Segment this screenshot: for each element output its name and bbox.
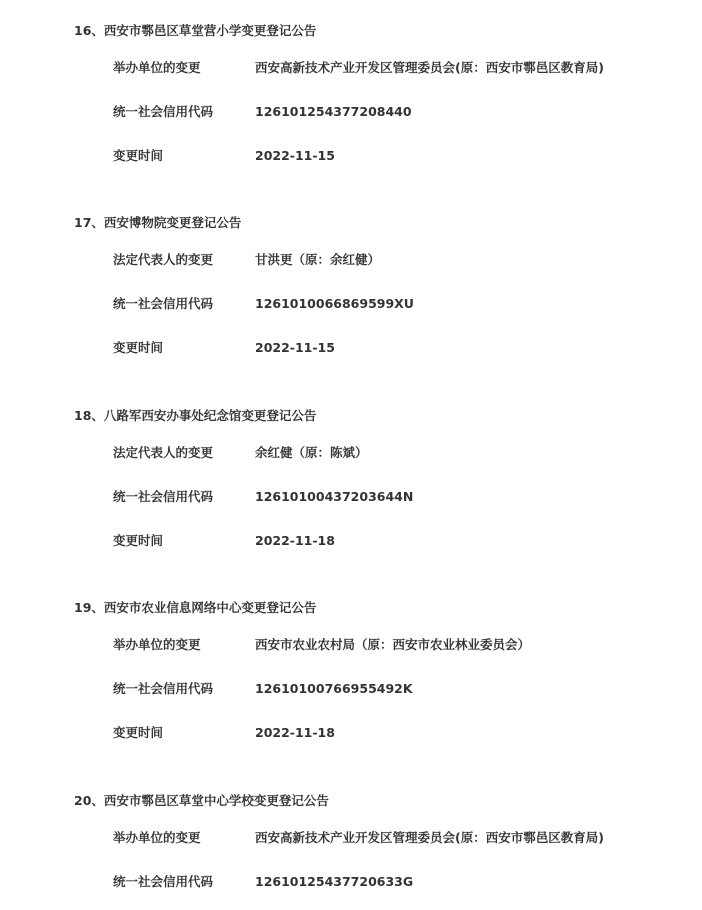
field-value: 2022-11-15: [255, 148, 335, 163]
field-label: 法定代表人的变更: [113, 445, 214, 460]
field-label: 举办单位的变更: [113, 830, 201, 845]
field-value: 2022-11-15: [255, 340, 335, 355]
notice-title: 20、西安市鄠邑区草堂中心学校变更登记公告: [74, 793, 329, 808]
field-label: 变更时间: [113, 533, 164, 548]
field-value: 西安高新技术产业开发区管理委员会(原：西安市鄠邑区教育局): [255, 830, 604, 845]
field-row-credit-code: [0, 681, 702, 697]
field-row-legal-rep-change: [0, 445, 702, 461]
field-label: 统一社会信用代码: [113, 489, 214, 504]
field-value: 2022-11-18: [255, 533, 335, 548]
field-value: 西安市农业农村局（原：西安市农业林业委员会）: [255, 637, 531, 652]
field-value: 2022-11-18: [255, 725, 335, 740]
field-row-change-date: [0, 148, 702, 164]
field-label: 变更时间: [113, 725, 164, 740]
field-row-credit-code: [0, 104, 702, 120]
field-value: 余红健（原：陈斌）: [255, 445, 368, 460]
field-row-change-date: [0, 725, 702, 741]
field-row-sponsor-change: [0, 830, 702, 846]
field-row-sponsor-change: [0, 637, 702, 653]
field-value: 126101254377208440: [255, 104, 412, 119]
field-value: 西安高新技术产业开发区管理委员会(原：西安市鄠邑区教育局): [255, 60, 604, 75]
notice-title: 16、西安市鄠邑区草堂营小学变更登记公告: [74, 23, 317, 38]
field-label: 变更时间: [113, 340, 164, 355]
field-label: 统一社会信用代码: [113, 874, 214, 889]
field-value: 1261010066869599XU: [255, 296, 414, 311]
field-row-credit-code: [0, 296, 702, 312]
field-value: 甘洪更（原：余红健）: [255, 252, 381, 267]
field-value: 12610100437203644N: [255, 489, 414, 504]
field-label: 变更时间: [113, 148, 164, 163]
notice-title: 17、西安博物院变更登记公告: [74, 215, 242, 230]
field-value: 12610125437720633G: [255, 874, 414, 889]
field-label: 法定代表人的变更: [113, 252, 214, 267]
field-value: 12610100766955492K: [255, 681, 413, 696]
field-label: 统一社会信用代码: [113, 296, 214, 311]
field-row-credit-code: [0, 874, 702, 890]
field-row-change-date: [0, 340, 702, 356]
notice-title: 18、八路军西安办事处纪念馆变更登记公告: [74, 408, 317, 423]
field-label: 统一社会信用代码: [113, 104, 214, 119]
field-label: 统一社会信用代码: [113, 681, 214, 696]
field-label: 举办单位的变更: [113, 60, 201, 75]
field-row-change-date: [0, 533, 702, 549]
notice-title: 19、西安市农业信息网络中心变更登记公告: [74, 600, 317, 615]
field-row-legal-rep-change: [0, 252, 702, 268]
field-label: 举办单位的变更: [113, 637, 201, 652]
field-row-credit-code: [0, 489, 702, 505]
field-row-sponsor-change: [0, 60, 702, 76]
